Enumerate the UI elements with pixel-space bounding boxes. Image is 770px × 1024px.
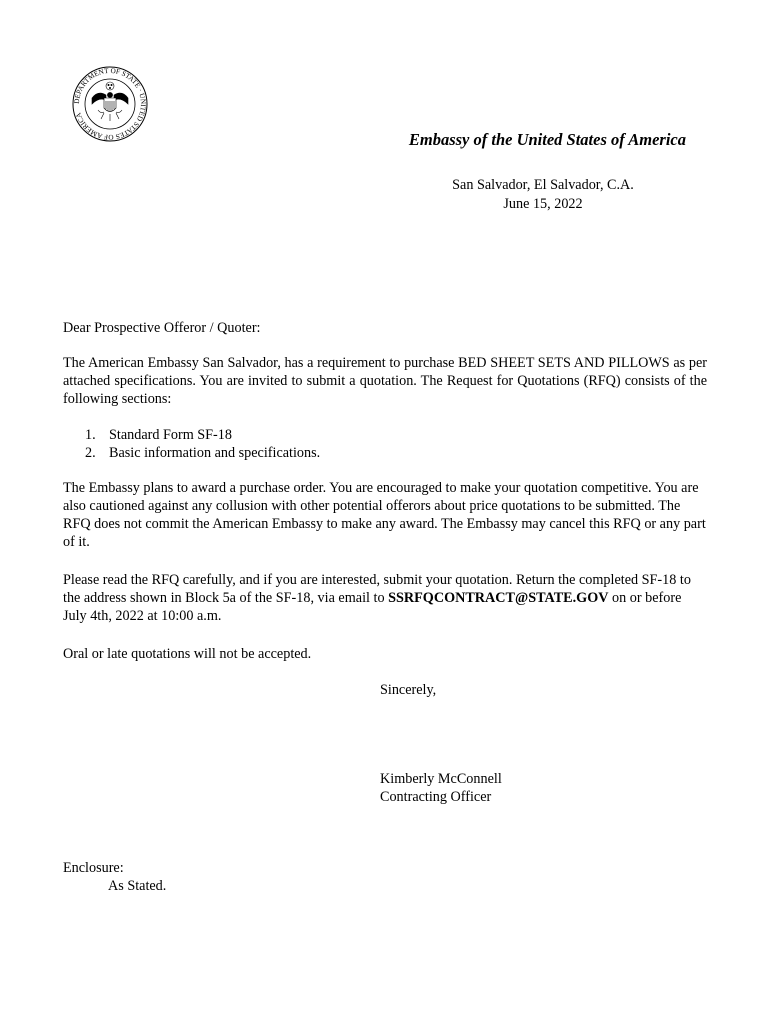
letter-place: San Salvador, El Salvador, C.A. xyxy=(452,177,634,193)
closing: Sincerely, xyxy=(380,682,437,698)
paragraph-submission xyxy=(63,571,707,625)
salutation: Dear Prospective Offeror / Quoter: xyxy=(63,320,261,336)
submission-email-link[interactable]: SSRFQCONTRACT@STATE.GOV xyxy=(388,590,609,606)
seal-ring-text: DEPARTMENT OF STATE · UNITED STATES OF AMERICA xyxy=(72,66,148,142)
paragraph-award: The Embassy plans to award a purchase order. You are encouraged to make your quotation competitive. You are also cautioned against any collusion with other potential offerors about price quotations to be submitted. The RFQ does not commit the American Embassy to make any award. The Embassy may cancel this RFQ or any part of it. xyxy=(63,480,706,550)
department-of-state-seal xyxy=(70,64,150,144)
great-seal-icon xyxy=(70,64,150,144)
paragraph-intro: The American Embassy San Salvador, has a requirement to purchase BED SHEET SETS AND PILLOWS as per attached specifications. You are invited to submit a quotation. The Request for Quotations (RFQ) consists of the following sections: xyxy=(63,355,707,407)
submission-text: Please read the RFQ carefully, and if you are interested, submit your quotation. Return the completed SF-18 to the address shown in Block 5a of the SF-18, via email to xyxy=(63,572,691,606)
list-item xyxy=(85,426,320,444)
signer-name: Kimberly McConnell xyxy=(380,771,502,787)
list-item-number: 1. xyxy=(85,427,96,443)
paragraph-late-notice: Oral or late quotations will not be accepted. xyxy=(63,646,312,662)
letter-date: June 15, 2022 xyxy=(503,196,583,212)
signer-title: Contracting Officer xyxy=(380,789,492,805)
list-item-number: 2. xyxy=(85,445,96,461)
enclosure-item: As Stated. xyxy=(108,878,167,894)
enclosure-label: Enclosure: xyxy=(63,860,124,876)
list-item-text: Standard Form SF-18 xyxy=(109,427,232,443)
embassy-title: Embassy of the United States of America xyxy=(408,130,686,149)
submission-deadline: on or before July 4th, 2022 at 10:00 a.m. xyxy=(63,590,682,624)
list-item-text: Basic information and specifications. xyxy=(109,445,321,461)
rfq-sections-list xyxy=(85,426,320,462)
list-item xyxy=(85,444,320,462)
